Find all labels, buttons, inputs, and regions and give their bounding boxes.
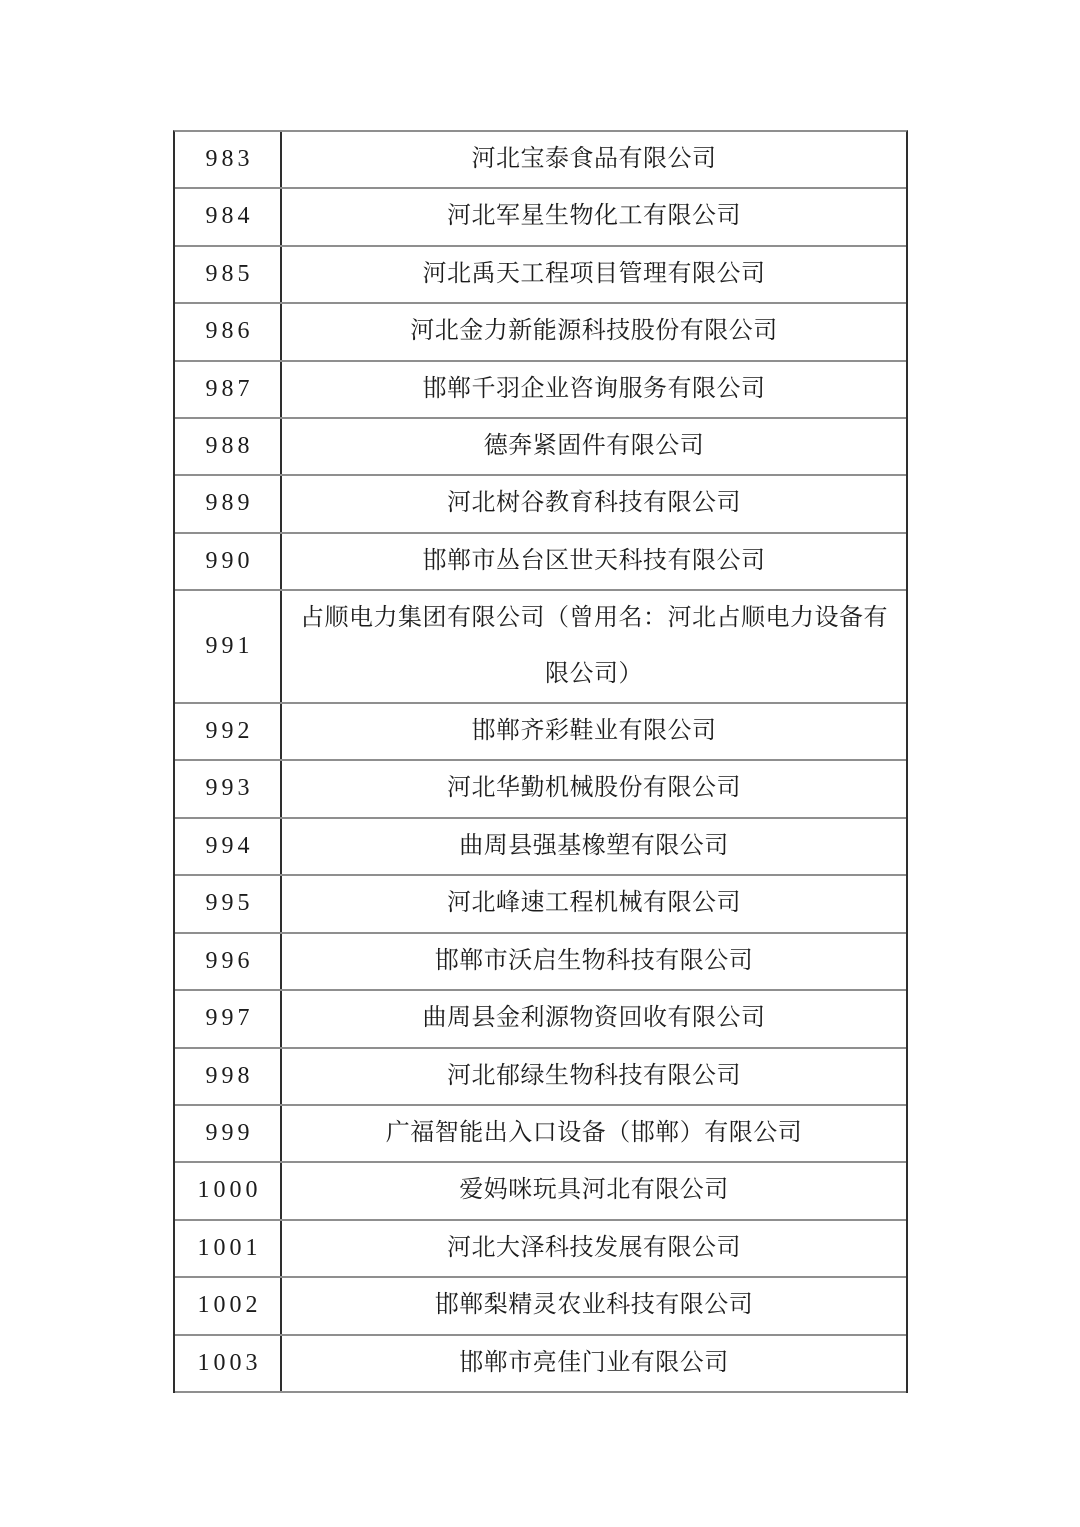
row-number-cell: 1001 bbox=[175, 1221, 282, 1276]
table-row bbox=[175, 476, 906, 533]
table-row bbox=[175, 189, 906, 246]
company-name-cell: 河北禹天工程项目管理有限公司 bbox=[422, 260, 766, 287]
row-number-cell: 988 bbox=[175, 419, 282, 474]
company-name-cell: 河北峰速工程机械有限公司 bbox=[447, 890, 741, 917]
table-row bbox=[175, 704, 906, 761]
company-name-cell: 邯郸梨精灵农业科技有限公司 bbox=[434, 1292, 754, 1319]
row-number-cell: 1000 bbox=[175, 1163, 282, 1218]
row-number-cell: 1002 bbox=[175, 1278, 282, 1333]
company-name-cell: 曲周县强基橡塑有限公司 bbox=[459, 832, 729, 859]
table-row bbox=[175, 362, 906, 419]
company-name-cell: 河北树谷教育科技有限公司 bbox=[447, 490, 741, 517]
row-number-cell: 984 bbox=[175, 189, 282, 244]
row-number-cell: 986 bbox=[175, 304, 282, 359]
company-name-cell: 河北金力新能源科技股份有限公司 bbox=[410, 318, 778, 345]
company-name-cell: 爱妈咪玩具河北有限公司 bbox=[459, 1177, 729, 1204]
row-number-cell: 1003 bbox=[175, 1336, 282, 1391]
row-number-cell: 999 bbox=[175, 1106, 282, 1161]
row-number-cell: 994 bbox=[175, 819, 282, 874]
table-row bbox=[175, 1049, 906, 1106]
table-row bbox=[175, 1336, 906, 1393]
row-number-cell: 990 bbox=[175, 534, 282, 589]
company-name-cell: 河北郁绿生物科技有限公司 bbox=[447, 1062, 741, 1089]
row-number-cell: 989 bbox=[175, 476, 282, 531]
row-number-cell: 987 bbox=[175, 362, 282, 417]
company-name-cell: 邯郸千羽企业咨询服务有限公司 bbox=[422, 375, 766, 402]
row-number-cell: 991 bbox=[175, 591, 282, 702]
company-name-cell: 邯郸市亮佳门业有限公司 bbox=[459, 1349, 729, 1376]
row-number-cell: 996 bbox=[175, 934, 282, 989]
table-row bbox=[175, 591, 906, 704]
company-name-cell: 河北宝泰食品有限公司 bbox=[471, 146, 717, 172]
table-row bbox=[175, 247, 906, 304]
table-row bbox=[175, 761, 906, 818]
company-name-cell: 德奔紧固件有限公司 bbox=[483, 433, 705, 460]
table-row bbox=[175, 534, 906, 591]
table-row bbox=[175, 304, 906, 361]
table-row bbox=[175, 991, 906, 1048]
table-row bbox=[175, 934, 906, 991]
table-row bbox=[175, 1221, 906, 1278]
table-row bbox=[175, 819, 906, 876]
company-name-cell: 邯郸市沃启生物科技有限公司 bbox=[434, 947, 754, 974]
company-table bbox=[173, 130, 908, 1393]
row-number-cell: 998 bbox=[175, 1049, 282, 1104]
row-number-cell: 983 bbox=[175, 132, 282, 187]
table-row bbox=[175, 132, 906, 189]
company-name-cell: 占顺电力集团有限公司（曾用名：河北占顺电力设备有限公司） bbox=[300, 605, 888, 687]
company-name-cell: 曲周县金利源物资回收有限公司 bbox=[422, 1005, 766, 1032]
company-name-cell: 河北大泽科技发展有限公司 bbox=[447, 1234, 741, 1261]
company-name-cell: 广福智能出入口设备（邯郸）有限公司 bbox=[385, 1119, 803, 1146]
table-row bbox=[175, 1163, 906, 1220]
table-row bbox=[175, 419, 906, 476]
row-number-cell: 985 bbox=[175, 247, 282, 302]
row-number-cell: 997 bbox=[175, 991, 282, 1046]
row-number-cell: 992 bbox=[175, 704, 282, 759]
table-row bbox=[175, 1278, 906, 1335]
company-name-cell: 邯郸市丛台区世天科技有限公司 bbox=[422, 547, 766, 574]
company-name-cell: 河北军星生物化工有限公司 bbox=[447, 203, 741, 230]
company-name-cell: 河北华勤机械股份有限公司 bbox=[447, 775, 741, 802]
company-name-cell: 邯郸齐彩鞋业有限公司 bbox=[471, 718, 717, 745]
table-row bbox=[175, 876, 906, 933]
row-number-cell: 995 bbox=[175, 876, 282, 931]
row-number-cell: 993 bbox=[175, 761, 282, 816]
table-row bbox=[175, 1106, 906, 1163]
